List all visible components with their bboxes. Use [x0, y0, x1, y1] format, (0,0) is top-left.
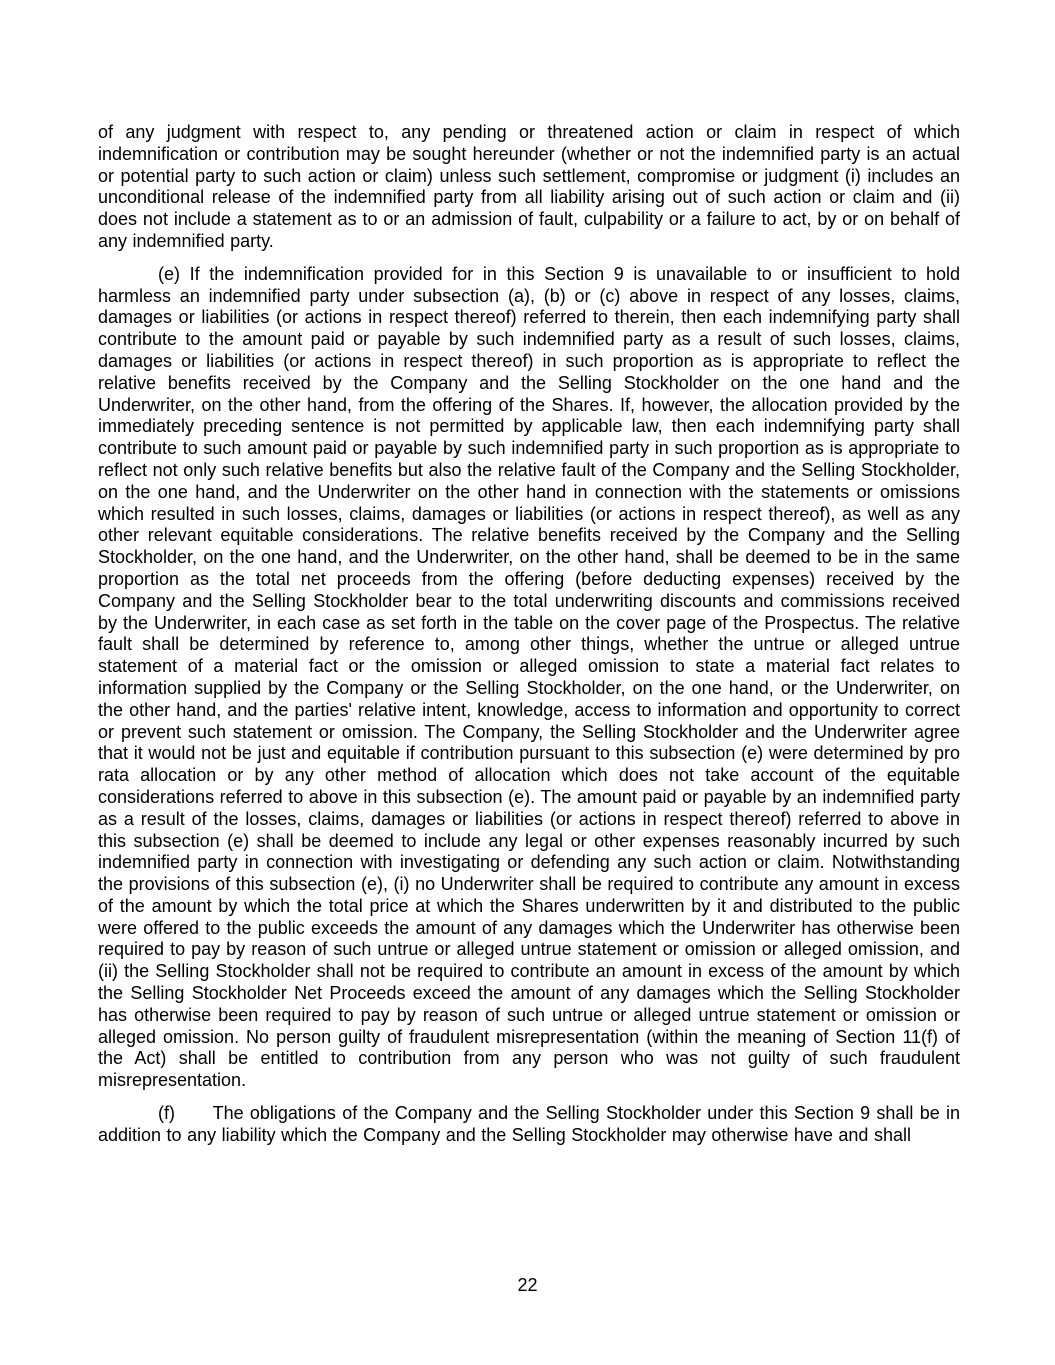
- paragraph-e: (e) If the indemnification provided for in this Section 9 is unavailable to or insufficient to hold harmless an indemnified party under subsection (a), (b) or (c) above in respect of any losses, claims, damages or liabilities (or actions in respect thereof) referred to therein, then each indemnifying party shall contribute to the amount paid or payable by such indemnified party as a result of such losses, claims, damages or liabilities (or actions in respect thereof) in such proportion as is appropriate to reflect the relative benefits received by the Company and the Selling Stockholder on the one hand and the Underwriter, on the other hand, from the offering of the Shares. If, however, the allocation provided by the immediately preceding sentence is not permitted by applicable law, then each indemnifying party shall contribute to such amount paid or payable by such indemnified party in such proportion as is appropriate to reflect not only such relative benefits but also the relative fault of the Company and the Selling Stockholder, on the one hand, and the Underwriter on the other hand in connection with the statements or omissions which resulted in such losses, claims, damages or liabilities (or actions in respect thereof), as well as any other relevant equitable considerations. The relative benefits received by the Company and the Selling Stockholder, on the one hand, and the Underwriter, on the other hand, shall be deemed to be in the same proportion as the total net proceeds from the offering (before deducting expenses) received by the Company and the Selling Stockholder bear to the total underwriting discounts and commissions received by the Underwriter, in each case as set forth in the table on the cover page of the Prospectus. The relative fault shall be determined by reference to, among other things, whether the untrue or alleged untrue statement of a material fact or the omission or alleged omission to state a material fact relates to information supplied by the Company or the Selling Stockholder, on the one hand, or the Underwriter, on the other hand, and the parties' relative intent, knowledge, access to information and opportunity to correct or prevent such statement or omission. The Company, the Selling Stockholder and the Underwriter agree that it would not be just and equitable if contribution pursuant to this subsection (e) were determined by pro rata allocation or by any other method of allocation which does not take account of the equitable considerations referred to above in this subsection (e). The amount paid or payable by an indemnified party as a result of the losses, claims, damages or liabilities (or actions in respect thereof) referred to above in this subsection (e) shall be deemed to include any legal or other expenses reasonably incurred by such indemnified party in connection with investigating or defending any such action or claim. Notwithstanding the provisions of this subsection (e), (i) no Underwriter shall be required to contribute any amount in excess of the amount by which the total price at which the Shares underwritten by it and distributed to the public were offered to the public exceeds the amount of any damages which the Underwriter has otherwise been required to pay by reason of such untrue or alleged untrue statement or omission or alleged omission, and (ii) the Selling Stockholder shall not be required to contribute an amount in excess of the amount by which the Selling Stockholder Net Proceeds exceed the amount of any damages which the Selling Stockholder has otherwise been required to pay by reason of such untrue or alleged untrue statement or omission or alleged omission. No person guilty of fraudulent misrepresentation (within the meaning of Section 11(f) of the Act) shall be entitled to contribution from any person who was not guilty of such fraudulent misrepresentation.: [98, 263, 960, 1091]
- paragraph-f: (f) The obligations of the Company and the Selling Stockholder under this Section 9 shall be in addition to any liability which the Company and the Selling Stockholder may otherwise have and shall: [98, 1103, 960, 1145]
- page-body-text: [98, 122, 960, 1158]
- paragraph-continuation: of any judgment with respect to, any pending or threatened action or claim in respect of which indemnification or contribution may be sought hereunder (whether or not the indemnified party is an actual or potential party to such action or claim) unless such settlement, compromise or judgment (i) includes an unconditional release of the indemnified party from all liability arising out of such action or claim and (ii) does not include a statement as to or an admission of fault, culpability or a failure to act, by or on behalf of any indemnified party.: [98, 122, 960, 251]
- page-number: 22: [517, 1275, 538, 1295]
